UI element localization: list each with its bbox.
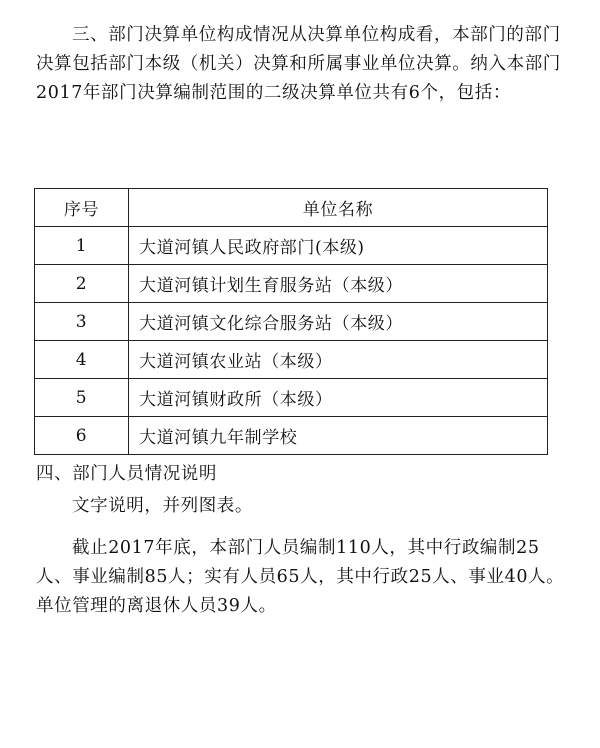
- row-number: 4: [35, 341, 129, 379]
- row-number: 6: [35, 417, 129, 455]
- row-number: 1: [35, 227, 129, 265]
- table-row: [35, 303, 548, 341]
- row-number: 5: [35, 379, 129, 417]
- row-unit-name: 大道河镇文化综合服务站（本级）: [129, 303, 548, 341]
- section-4-details: 截止2017年底，本部门人员编制110人，其中行政编制25人、事业编制85人；实有人员65人，其中行政25人、事业40人。单位管理的离退休人员39人。: [36, 538, 565, 616]
- header-name: 单位名称: [129, 189, 548, 227]
- table-row: [35, 341, 548, 379]
- header-number: 序号: [35, 189, 129, 227]
- units-table: [34, 188, 548, 455]
- section-4-title: 四、部门人员情况说明: [36, 464, 217, 484]
- row-unit-name: 大道河镇财政所（本级）: [129, 379, 548, 417]
- row-unit-name: 大道河镇农业站（本级）: [129, 341, 548, 379]
- row-unit-name: 大道河镇计划生育服务站（本级）: [129, 265, 548, 303]
- row-number: 3: [35, 303, 129, 341]
- section-4-intro: 文字说明，并列图表。: [72, 496, 253, 516]
- table-header-row: [35, 189, 548, 227]
- row-number: 2: [35, 265, 129, 303]
- table-row: [35, 227, 548, 265]
- table-row: [35, 265, 548, 303]
- row-unit-name: 大道河镇九年制学校: [129, 417, 548, 455]
- table-row: [35, 379, 548, 417]
- row-unit-name: 大道河镇人民政府部门(本级): [129, 227, 548, 265]
- table-row: [35, 417, 548, 455]
- section-3-paragraph: 三、部门决算单位构成情况从决算单位构成看，本部门的部门决算包括部门本级（机关）决算和所属事业单位决算。纳入本部门2017年部门决算编制范围的二级决算单位共有6个，包括：: [36, 25, 561, 103]
